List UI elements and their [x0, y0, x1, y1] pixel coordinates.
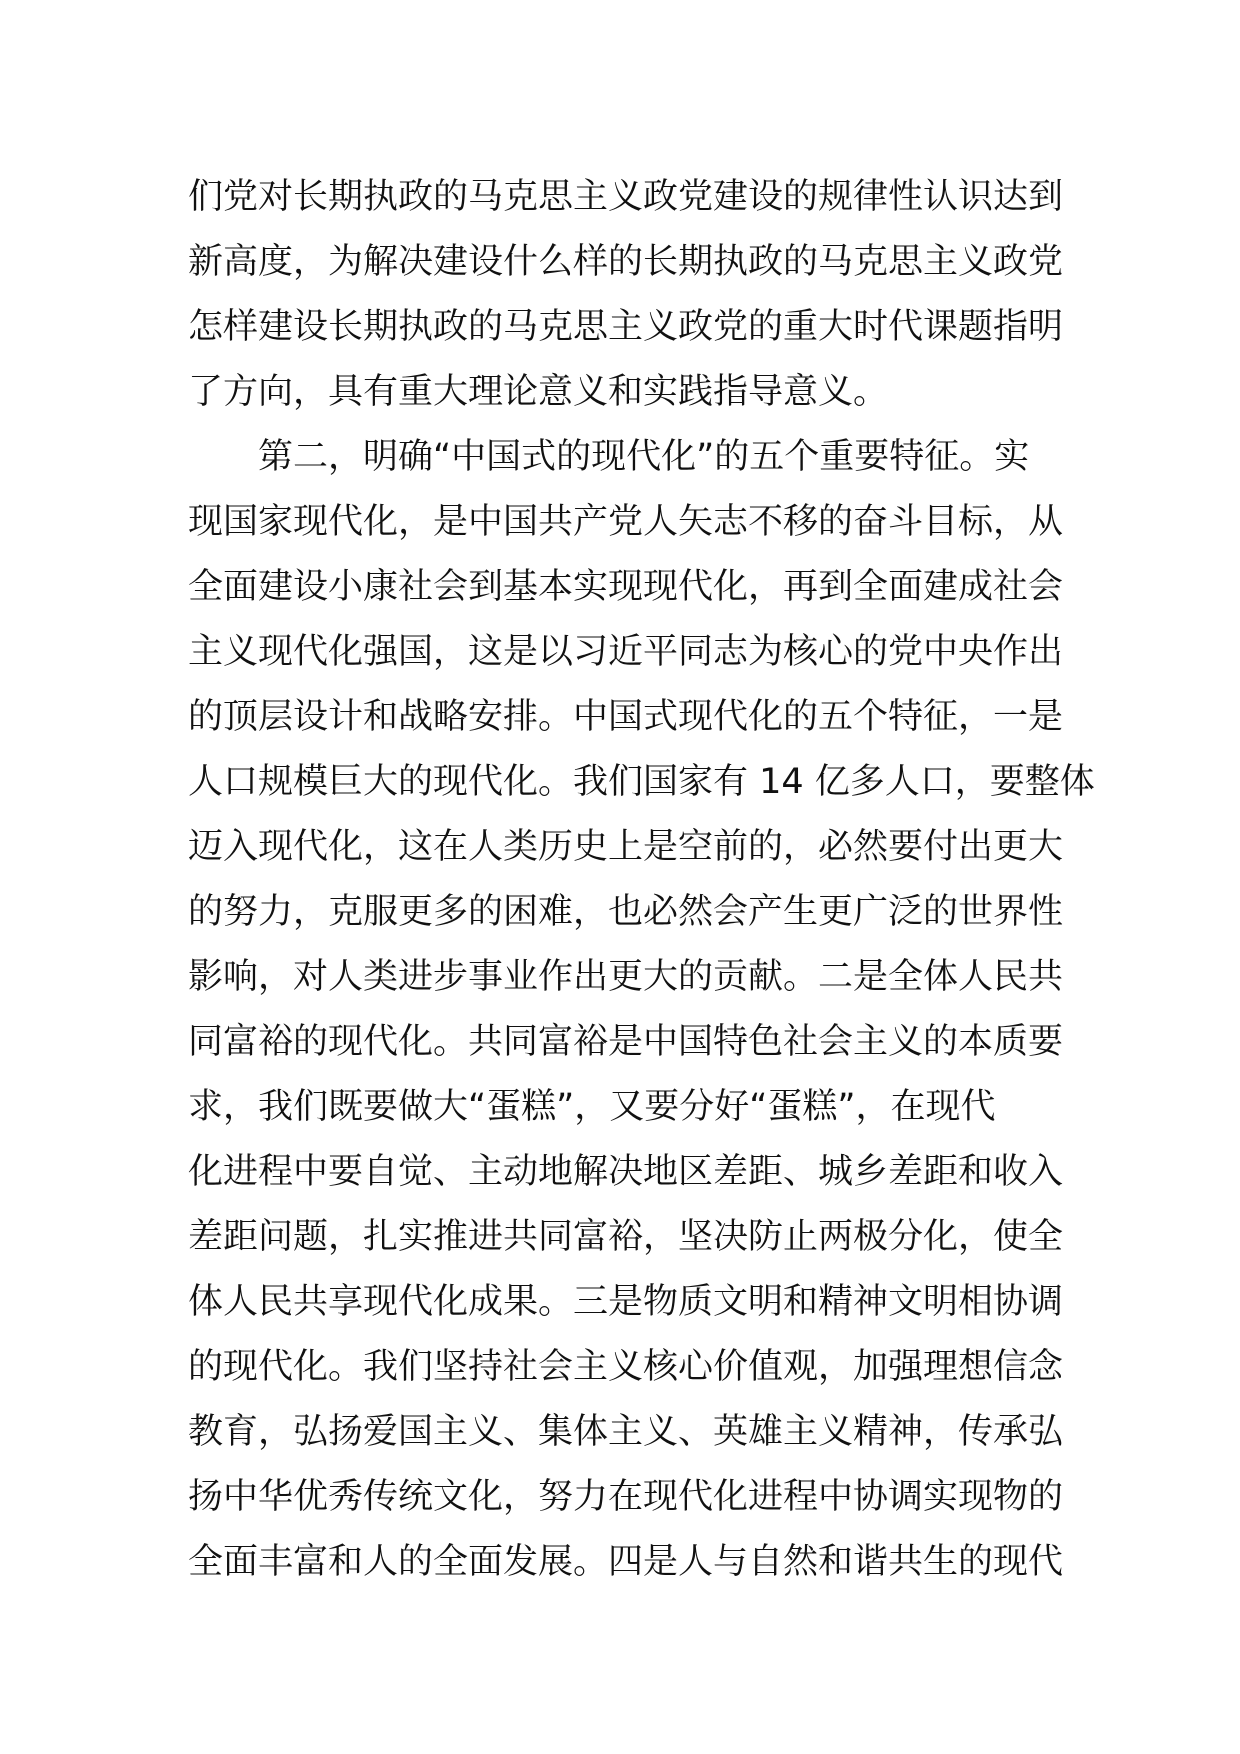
text-line: 人口规模巨大的现代化。我们国家有 14 亿多人口，要整体	[188, 762, 1095, 802]
text-line: 现国家现代化，是中国共产党人矢志不移的奋斗目标，从	[188, 502, 1064, 542]
text-line: 怎样建设长期执政的马克思主义政党的重大时代课题指明	[188, 307, 1064, 347]
text-line: 扬中华优秀传统文化，努力在现代化进程中协调实现物的	[188, 1477, 1064, 1517]
text-line: 的努力，克服更多的困难，也必然会产生更广泛的世界性	[188, 892, 1064, 932]
body-text	[188, 165, 1095, 1595]
text-line: 了方向，具有重大理论意义和实践指导意义。	[188, 372, 889, 412]
text-line: 全面建设小康社会到基本实现现代化，再到全面建成社会	[188, 567, 1064, 607]
text-line: 教育，弘扬爱国主义、集体主义、英雄主义精神，传承弘	[188, 1412, 1064, 1452]
text-line: 全面丰富和人的全面发展。四是人与自然和谐共生的现代	[188, 1542, 1064, 1582]
text-line: 主义现代化强国，这是以习近平同志为核心的党中央作出	[188, 632, 1064, 672]
text-line: 化进程中要自觉、主动地解决地区差距、城乡差距和收入	[188, 1152, 1064, 1192]
paragraph-start-line: 第二，明确“中国式的现代化”的五个重要特征。实	[258, 437, 1030, 477]
text-line: 的现代化。我们坚持社会主义核心价值观，加强理想信念	[188, 1347, 1064, 1387]
text-line: 的顶层设计和战略安排。中国式现代化的五个特征，一是	[188, 697, 1064, 737]
text-line: 同富裕的现代化。共同富裕是中国特色社会主义的本质要	[188, 1022, 1064, 1062]
text-line: 差距问题，扎实推进共同富裕，坚决防止两极分化，使全	[188, 1217, 1064, 1257]
text-line: 迈入现代化，这在人类历史上是空前的，必然要付出更大	[188, 827, 1064, 867]
text-line: 影响，对人类进步事业作出更大的贡献。二是全体人民共	[188, 957, 1064, 997]
text-line: 求，我们既要做大“蛋糕”，又要分好“蛋糕”，在现代	[188, 1087, 996, 1127]
text-line: 体人民共享现代化成果。三是物质文明和精神文明相协调	[188, 1282, 1064, 1322]
text-line: 新高度，为解决建设什么样的长期执政的马克思主义政党	[188, 242, 1064, 282]
text-line: 们党对长期执政的马克思主义政党建设的规律性认识达到	[188, 177, 1064, 217]
